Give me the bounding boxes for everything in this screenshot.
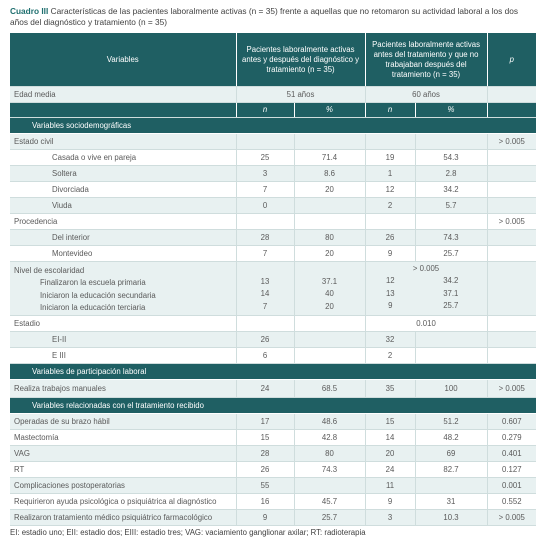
row-label: Complicaciones postoperatorias — [10, 478, 236, 494]
cell-pct2: 25.7 — [415, 246, 487, 262]
escolaridad-item: Iniciaron la educación secundaria — [40, 290, 156, 300]
estado-civil-row — [10, 134, 536, 150]
cell-pct2: 5.7 — [415, 198, 487, 214]
escolaridad-pct1: 37.1 40 20 — [294, 262, 365, 316]
cell-p: 0.401 — [487, 446, 536, 462]
subheader-pct1: % — [294, 103, 365, 118]
cell-n2: 35 — [365, 380, 415, 398]
table-row — [10, 430, 536, 446]
cell-n1: 6 — [236, 348, 294, 364]
cell-n2: 15 — [365, 414, 415, 430]
cell-p: 0.607 — [487, 414, 536, 430]
row-label: Casada o vive en pareja — [10, 150, 236, 166]
row-label: Requirieron ayuda psicológica o psiquiátrica al diagnóstico — [10, 494, 236, 510]
subheader-n1: n — [236, 103, 294, 118]
row-label: RT — [10, 462, 236, 478]
table-row — [10, 230, 536, 246]
cell-p: > 0.005 — [487, 380, 536, 398]
escolaridad-item: Iniciaron la educación terciaria — [40, 303, 146, 312]
caption-text: Características de las pacientes laboralmente activas (n = 35) frente a aquellas que no retomaron su actividad laboral a los dos años del diagnóstico y tratamiento (n = 35) — [10, 6, 518, 27]
cell-p: 0.127 — [487, 462, 536, 478]
table-row — [10, 150, 536, 166]
edad-p — [487, 87, 536, 103]
table-footnote: EI: estadio uno; EII: estadio dos; EIII: estadio tres; VAG: vaciamiento ganglionar axilar; RT: radioterapia — [10, 528, 366, 537]
table-row — [10, 182, 536, 198]
section-label: Variables de participación laboral — [10, 364, 236, 380]
table-row — [10, 462, 536, 478]
escolaridad-pct2: 34.2 37.1 25.7 — [443, 276, 459, 310]
row-label: Realizaron tratamiento médico psiquiátrico farmacológico — [10, 510, 236, 526]
cell-n1: 9 — [236, 510, 294, 526]
table-row — [10, 166, 536, 182]
cell-pct2: 31 — [415, 494, 487, 510]
row-label: E III — [10, 348, 236, 364]
cell-n1: 24 — [236, 380, 294, 398]
subheader-pct2: % — [415, 103, 487, 118]
cell-n2: 14 — [365, 430, 415, 446]
cell-n1: 3 — [236, 166, 294, 182]
header-variables: Variables — [10, 33, 236, 87]
cell-p: 0.552 — [487, 494, 536, 510]
cell-pct1: 68.5 — [294, 380, 365, 398]
table-row — [10, 446, 536, 462]
cell-pct1: 71.4 — [294, 150, 365, 166]
table-row — [10, 510, 536, 526]
cell-n2: 11 — [365, 478, 415, 494]
estado-civil-label: Estado civil — [10, 134, 236, 150]
subheader-p — [487, 103, 536, 118]
cell-n1: 55 — [236, 478, 294, 494]
estadio-p: 0.010 — [365, 316, 487, 332]
section-label: Variables sociodemográficas — [10, 118, 236, 134]
row-label: Montevideo — [10, 246, 236, 262]
table-row — [10, 332, 536, 348]
cell-n2: 3 — [365, 510, 415, 526]
procedencia-row — [10, 214, 536, 230]
cell-n2: 20 — [365, 446, 415, 462]
edad-label: Edad media — [10, 87, 236, 103]
cell-n2: 32 — [365, 332, 415, 348]
cell-p: 0.001 — [487, 478, 536, 494]
cell-pct2: 100 — [415, 380, 487, 398]
cell-p: > 0.005 — [487, 510, 536, 526]
section-sociodemograficas — [10, 118, 536, 134]
escolaridad-n2: 12 13 9 — [385, 276, 395, 310]
escolaridad-item: Finalizaron la escuela primaria — [40, 278, 146, 287]
table-row — [10, 246, 536, 262]
cell-pct2: 69 — [415, 446, 487, 462]
cell-n2: 24 — [365, 462, 415, 478]
table-row — [10, 478, 536, 494]
cell-n2: 2 — [365, 348, 415, 364]
row-label: Realiza trabajos manuales — [10, 380, 236, 398]
cell-n1: 26 — [236, 332, 294, 348]
escolaridad-group2 — [365, 262, 487, 316]
escolaridad-cell — [10, 262, 236, 316]
estadio-label: Estadio — [10, 316, 236, 332]
section-tratamiento — [10, 398, 536, 414]
escolaridad-row — [10, 262, 536, 316]
cell-pct2: 82.7 — [415, 462, 487, 478]
cell-n1: 25 — [236, 150, 294, 166]
cell-n1: 28 — [236, 230, 294, 246]
cell-pct2: 34.2 — [415, 182, 487, 198]
cell-pct1: 8.6 — [294, 166, 365, 182]
row-label: Del interior — [10, 230, 236, 246]
cell-pct1: 20 — [294, 182, 365, 198]
section-laboral — [10, 364, 536, 380]
cell-n2: 9 — [365, 494, 415, 510]
cell-pct1 — [294, 478, 365, 494]
cell-pct1: 25.7 — [294, 510, 365, 526]
row-label: Viuda — [10, 198, 236, 214]
estado-civil-p: > 0.005 — [487, 134, 536, 150]
table-caption — [10, 6, 538, 28]
cell-pct2: 48.2 — [415, 430, 487, 446]
cell-n1: 28 — [236, 446, 294, 462]
cell-pct1: 74.3 — [294, 462, 365, 478]
cell-n1: 0 — [236, 198, 294, 214]
table-row — [10, 198, 536, 214]
cell-pct2: 2.8 — [415, 166, 487, 182]
cell-pct1 — [294, 198, 365, 214]
cell-n2: 2 — [365, 198, 415, 214]
procedencia-p: > 0.005 — [487, 214, 536, 230]
edad-row — [10, 87, 536, 103]
cell-n1: 16 — [236, 494, 294, 510]
cell-pct1: 20 — [294, 246, 365, 262]
cell-pct1: 48.6 — [294, 414, 365, 430]
subheader-row — [10, 103, 536, 118]
table-row — [10, 494, 536, 510]
escolaridad-n1: 13 14 7 — [236, 262, 294, 316]
cell-pct1: 45.7 — [294, 494, 365, 510]
header-group-2: Pacientes laboralmente activas antes del tratamiento y que no trabajaban después del tratamiento (n = 35) — [365, 33, 487, 87]
cell-n2: 1 — [365, 166, 415, 182]
header-row — [10, 33, 536, 87]
caption-label: Cuadro III — [10, 6, 49, 16]
row-label: EI-II — [10, 332, 236, 348]
row-label: Soltera — [10, 166, 236, 182]
table-row — [10, 380, 536, 398]
escolaridad-label: Nivel de escolaridad — [14, 266, 85, 275]
cell-pct2: 74.3 — [415, 230, 487, 246]
data-table — [10, 33, 536, 526]
header-group-1: Pacientes laboralmente activas antes y después del diagnóstico y tratamiento (n = 35) — [236, 33, 365, 87]
cell-p: 0.279 — [487, 430, 536, 446]
subheader-n2: n — [365, 103, 415, 118]
cell-n2: 26 — [365, 230, 415, 246]
cell-pct1: 80 — [294, 230, 365, 246]
row-label: Divorciada — [10, 182, 236, 198]
row-label: VAG — [10, 446, 236, 462]
cell-n2: 12 — [365, 182, 415, 198]
row-label: Mastectomía — [10, 430, 236, 446]
cell-pct1: 42.8 — [294, 430, 365, 446]
procedencia-label: Procedencia — [10, 214, 236, 230]
cell-n1: 7 — [236, 246, 294, 262]
row-label: Operadas de su brazo hábil — [10, 414, 236, 430]
table-row — [10, 414, 536, 430]
cell-n1: 15 — [236, 430, 294, 446]
cell-pct2: 10.3 — [415, 510, 487, 526]
cell-pct2 — [415, 478, 487, 494]
escolaridad-p: > 0.005 — [412, 264, 440, 273]
header-p: p — [487, 33, 536, 87]
table-row — [10, 348, 536, 364]
estadio-row — [10, 316, 536, 332]
cell-n1: 7 — [236, 182, 294, 198]
cell-pct2: 54.3 — [415, 150, 487, 166]
cell-n2: 19 — [365, 150, 415, 166]
section-label: Variables relacionadas con el tratamiento recibido — [10, 398, 236, 414]
edad-g1: 51 años — [236, 87, 365, 103]
subheader-blank — [10, 103, 236, 118]
edad-g2: 60 años — [365, 87, 487, 103]
cell-n1: 26 — [236, 462, 294, 478]
cell-pct1: 80 — [294, 446, 365, 462]
cell-pct2: 51.2 — [415, 414, 487, 430]
cell-n2: 9 — [365, 246, 415, 262]
cell-n1: 17 — [236, 414, 294, 430]
